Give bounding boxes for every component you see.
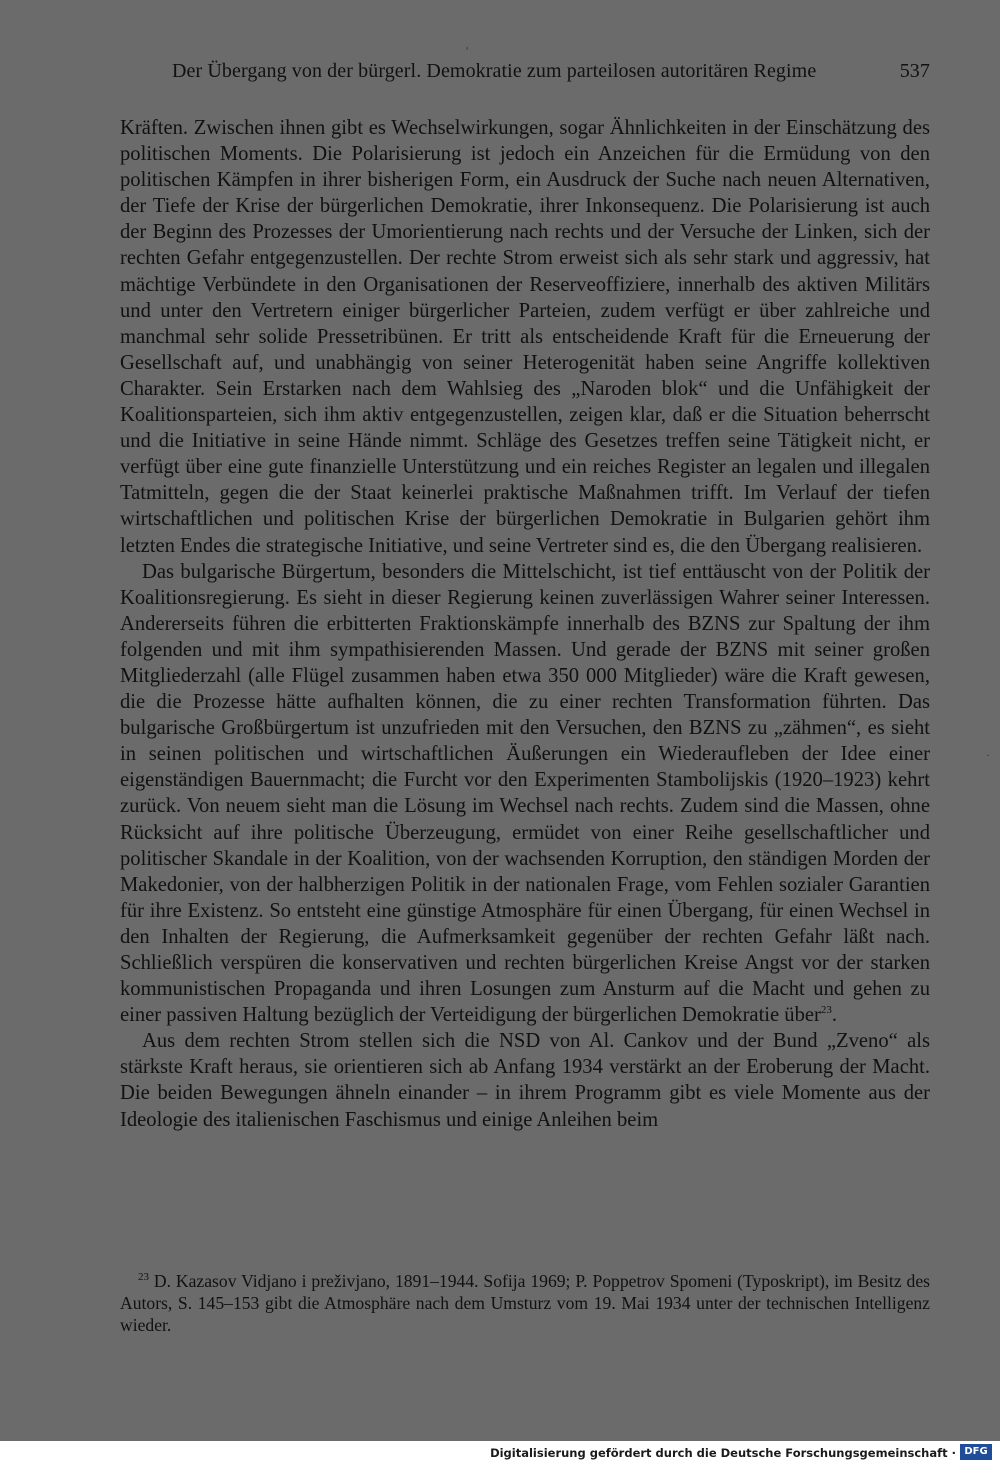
main-text [120, 115, 930, 1133]
paragraph-3: Aus dem rechten Strom stellen sich die NSD von Al. Cankov und der Bund „Zveno“ als stärkste Kraft heraus, sie orientieren sich ab Anfang 1934 verstärkt an der Eroberung der Macht. Die beiden Bewegungen ähneln einander – in ihrem Programm gibt es viele Momente aus der Ideologie des italienischen Faschismus und einige Anleihen beim [120, 1030, 930, 1131]
paragraph-1: Kräften. Zwischen ihnen gibt es Wechselwirkungen, sogar Ähnlichkeiten in der Einschätzung des politischen Moments. Die Polarisierung ist jedoch ein Anzeichen für die Ermüdung von den politischen Kämpfen in ihrer bisherigen Form, ein Ausdruck der Suche nach neuen Alternativen, der Tiefe der Krise der bürgerlichen Demokratie, ihrer Inkonsequenz. Die Polarisierung ist auch der Beginn des Prozesses der Umorientierung nach rechts und der Versuche der Linken, sich der rechten Gefahr entgegenzustellen. Der rechte Strom erweist sich als sehr stark und aggressiv, hat mächtige Verbündete in den Organisationen der Reserveoffiziere, innerhalb des aktiven Militärs und unter den Vertretern einiger bürgerlicher Parteien, zudem verfügt er über zahlreiche und manchmal sehr solide Pressetribünen. Er tritt als entscheidende Kraft für die Erneuerung der Gesellschaft auf, und unabhängig von seiner Heterogenität haben seine Angriffe kollektiven Charakter. Sein Erstarken nach dem Wahlsieg des „Naroden blok“ und die Unfähigkeit der Koalitionsparteien, sich ihm aktiv entgegenzustellen, zeigen klar, daß er die Situation beherrscht und die Initiative in seine Hände nimmt. Schläge des Gesetzes treffen seine Tätigkeit nicht, er verfügt über eine gute finanzielle Unterstützung und ein reiches Register an legalen und illegalen Tatmitteln, gegen die der Staat keinerlei praktische Maßnahmen trifft. Im Verlauf der tiefen wirtschaftlichen und politischen Krise der bürgerlichen Demokratie in Bulgarien gehört ihm letzten Endes die strategische Initiative, und seine Vertreter sind es, die den Übergang realisieren. [120, 117, 930, 557]
paragraph-2-text: Das bulgarische Bürgertum, besonders die Mittelschicht, ist tief enttäuscht von der Politik der Koalitionsregierung. Es sieht in dieser Regierung keinen zuverlässigen Wahrer seiner Interessen. Andererseits führen die erbitterten Fraktionskämpfe innerhalb des BZNS zur Spaltung der ihm folgenden und mit ihm sympathisierenden Massen. Und gerade der BZNS mit seiner großen Mitgliederzahl (alle Flügel zusammen haben etwa 350 000 Mitglieder) wäre die Kraft gewesen, die die Prozesse hätte aufhalten können, die zu einer rechten Transformation führten. Das bulgarische Großbürgertum ist unzufrieden mit den Versuchen, den BZNS zu „zähmen“, es sieht in seinen politischen und wirtschaftlichen Äußerungen ein Wiederaufleben der Idee einer eigenständigen Bauernmacht; die Furcht vor den Experimenten Stambolijskis (1920–1923) kehrt zurück. Von neuem sieht man die Lösung im Wechsel nach rechts. Zudem sind die Massen, ohne Rücksicht auf ihre politische Überzeugung, ermüdet von einer Reihe gesellschaftlicher und politischer Skandale in der Koalition, von der wachsenden Korruption, den ständigen Morden der Makedonier, von der halbherzigen Politik in der nationalen Frage, vom Fehlen sozialer Garantien für ihre Existenz. So entsteht eine günstige Atmosphäre für einen Übergang, für einen Wechsel in den Inhalten der Regierung, die Aufmerksamkeit gegenüber der rechten Gefahr läßt nach. Schließlich verspüren die konservativen und rechten bürgerlichen Kreise Angst vor der starken kommunistischen Propaganda und ihren Losungen zum Ansturm auf die Macht und gehen zu einer passiven Haltung bezüglich der Verteidigung der bürgerlichen Demokratie über [120, 560, 930, 1027]
dfg-logo-icon: DFG [960, 1444, 992, 1460]
scan-speck: ʹ [466, 44, 469, 58]
digitization-credit: Digitalisierung gefördert durch die Deutsche Forschungsgemeinschaft · [490, 1446, 956, 1460]
running-head-title: Der Übergang von der bürgerl. Demokratie zum parteilosen autoritären Regime [172, 60, 817, 82]
footnote-reference: 23 [820, 1004, 832, 1017]
page-number: 537 [899, 60, 930, 82]
scan-speck: · [986, 748, 990, 762]
running-head [120, 60, 930, 83]
paragraph-2 [120, 559, 930, 1029]
footnote-mark: 23 [138, 1271, 149, 1284]
footnote-text: D. Kazasov Vidjano i preživjano, 1891–1944. Sofija 1969; P. Poppetrov Spomeni (Typoskript), im Besitz des Autors, S. 145–153 gibt die Atmosphäre nach dem Umsturz vom 19. Mai 1934 unter der technischen Intelligenz wieder. [120, 1271, 930, 1335]
footnote [120, 1270, 930, 1336]
paragraph-2-end: . [831, 1004, 838, 1027]
